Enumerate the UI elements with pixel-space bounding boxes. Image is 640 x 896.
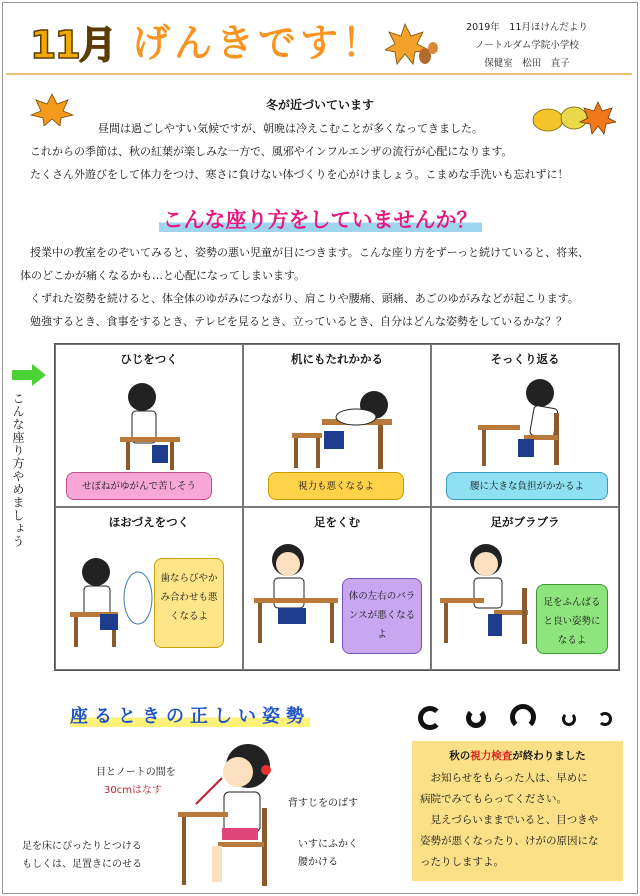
correct-posture-figure <box>178 738 298 888</box>
date-line: 2019年 11月ほけんだより <box>466 22 588 33</box>
landolt-ring-icon <box>466 708 486 728</box>
header-divider <box>6 73 632 75</box>
posture-line-4: 勉強するとき、食事をするとき、テレビを見るとき、立っているとき、自分はどんな姿勢をしているかな？？ <box>30 315 568 328</box>
intro-heading: 冬が近づいています <box>265 98 374 112</box>
child-chin-rest-figure <box>64 548 156 648</box>
eye-test-line-2: 病院でみてもらってください。 <box>420 793 567 805</box>
posture-cell-chin-rest <box>55 507 243 670</box>
arrow-right-icon <box>12 364 46 386</box>
posture-cell-dangling-feet <box>431 507 619 670</box>
newsletter-title: げんきです！ <box>132 21 385 65</box>
posture-cell-leaning <box>243 344 431 507</box>
note-bubble: 視力も悪くなるよ <box>268 472 404 500</box>
posture-cell-elbow <box>55 344 243 507</box>
eye-test-box <box>412 741 623 881</box>
feet-note-2: もしくは、足置きにのせる <box>22 859 142 870</box>
posture-cell-leaning-back <box>431 344 619 507</box>
back-note: 背すじをのばす <box>288 798 358 809</box>
posture-line-1: 授業中の教室をのぞいてみると、姿勢の悪い児童が目につきます。こんな座り方をずーっと続けていると、将来、 <box>30 246 590 259</box>
note-bubble: 体の左右のバランスが悪くなるよ <box>342 578 422 654</box>
child-crossed-legs-figure <box>248 538 342 650</box>
posture-line-3: くずれた姿勢を続けると、体全体のゆがみにつながり、肩こりや腰痛、頭痛、あごのゆがみなどが起こります。 <box>30 292 579 305</box>
cell-title: そっくり返る <box>490 352 560 366</box>
cell-title: 足をくむ <box>314 515 360 529</box>
feet-note-1: 足を床にぴったりとつける <box>22 841 142 852</box>
autumn-leaves-icon <box>385 20 441 68</box>
eye-test-line-5: ったりしますよ。 <box>420 856 504 868</box>
landolt-ring-icon <box>510 704 536 730</box>
intro-line-1: 昼間は過ごしやすい気候ですが、朝晩は冷えこむことが多くなってきました。 <box>98 122 483 135</box>
seat-note-2: 腰かける <box>298 857 338 868</box>
cell-title: 机にもたれかかる <box>291 352 383 366</box>
eye-distance-value: 30cmはなす <box>104 785 162 796</box>
cell-title: 足がブラブラ <box>490 515 560 529</box>
cell-title: ほおづえをつく <box>108 515 190 529</box>
author-name: 保健室 松田 直子 <box>484 58 570 69</box>
landolt-ring-icon <box>562 712 576 726</box>
eye-test-line-3: 見えづらいままでいると、目つきや <box>420 814 599 826</box>
note-bubble: せぼねがゆがんで苦しそう <box>66 472 212 500</box>
eye-test-line-1: お知らせをもらった人は、早めに <box>420 772 588 784</box>
landolt-ring-icon <box>418 706 442 730</box>
side-caption: こんな座り方やめましょう <box>11 392 25 548</box>
bad-posture-grid <box>54 343 620 671</box>
cell-title: ひじをつく <box>120 352 178 366</box>
intro-line-3: たくさん外遊びをして体力をつけ、寒さに負けない体づくりを心がけましょう。こまめな手洗いも忘れずに！ <box>30 168 569 181</box>
eye-test-line-4: 姿勢が悪くなったり、けがの原因にな <box>420 835 599 847</box>
note-bubble: 足をふんばると良い姿勢になるよ <box>536 584 608 654</box>
posture-line-2: 体のどこかが痛くなるかも…と心配になってしまいます。 <box>20 269 306 282</box>
child-leaning-figure <box>286 373 396 471</box>
month-badge: 11月 <box>30 23 115 67</box>
posture-heading: こんな座り方をしていませんか？ <box>0 204 640 234</box>
intro-line-2: これからの季節は、秋の紅葉が楽しみな一方で、風邪やインフルエンザの流行が心配になります。 <box>30 145 513 158</box>
seat-note-1: いすにふかく <box>298 839 358 850</box>
posture-cell-crossed-legs <box>243 507 431 670</box>
correct-posture-heading: 座るときの正しい姿勢 <box>70 706 310 727</box>
child-dangling-feet-figure <box>438 538 538 650</box>
eye-distance-note: 目とノートの間を <box>96 767 176 778</box>
child-elbow-figure <box>112 375 192 471</box>
landolt-ring-icon <box>598 712 612 726</box>
child-leaning-back-figure <box>474 373 584 469</box>
note-bubble: 腰に大きな負担がかかるよ <box>446 472 608 500</box>
eye-test-title: 秋の視力検査が終わりました <box>449 750 586 762</box>
note-bubble: 歯ならびやかみ合わせも悪くなるよ <box>154 558 224 648</box>
school-name: ノートルダム学院小学校 <box>475 40 579 51</box>
